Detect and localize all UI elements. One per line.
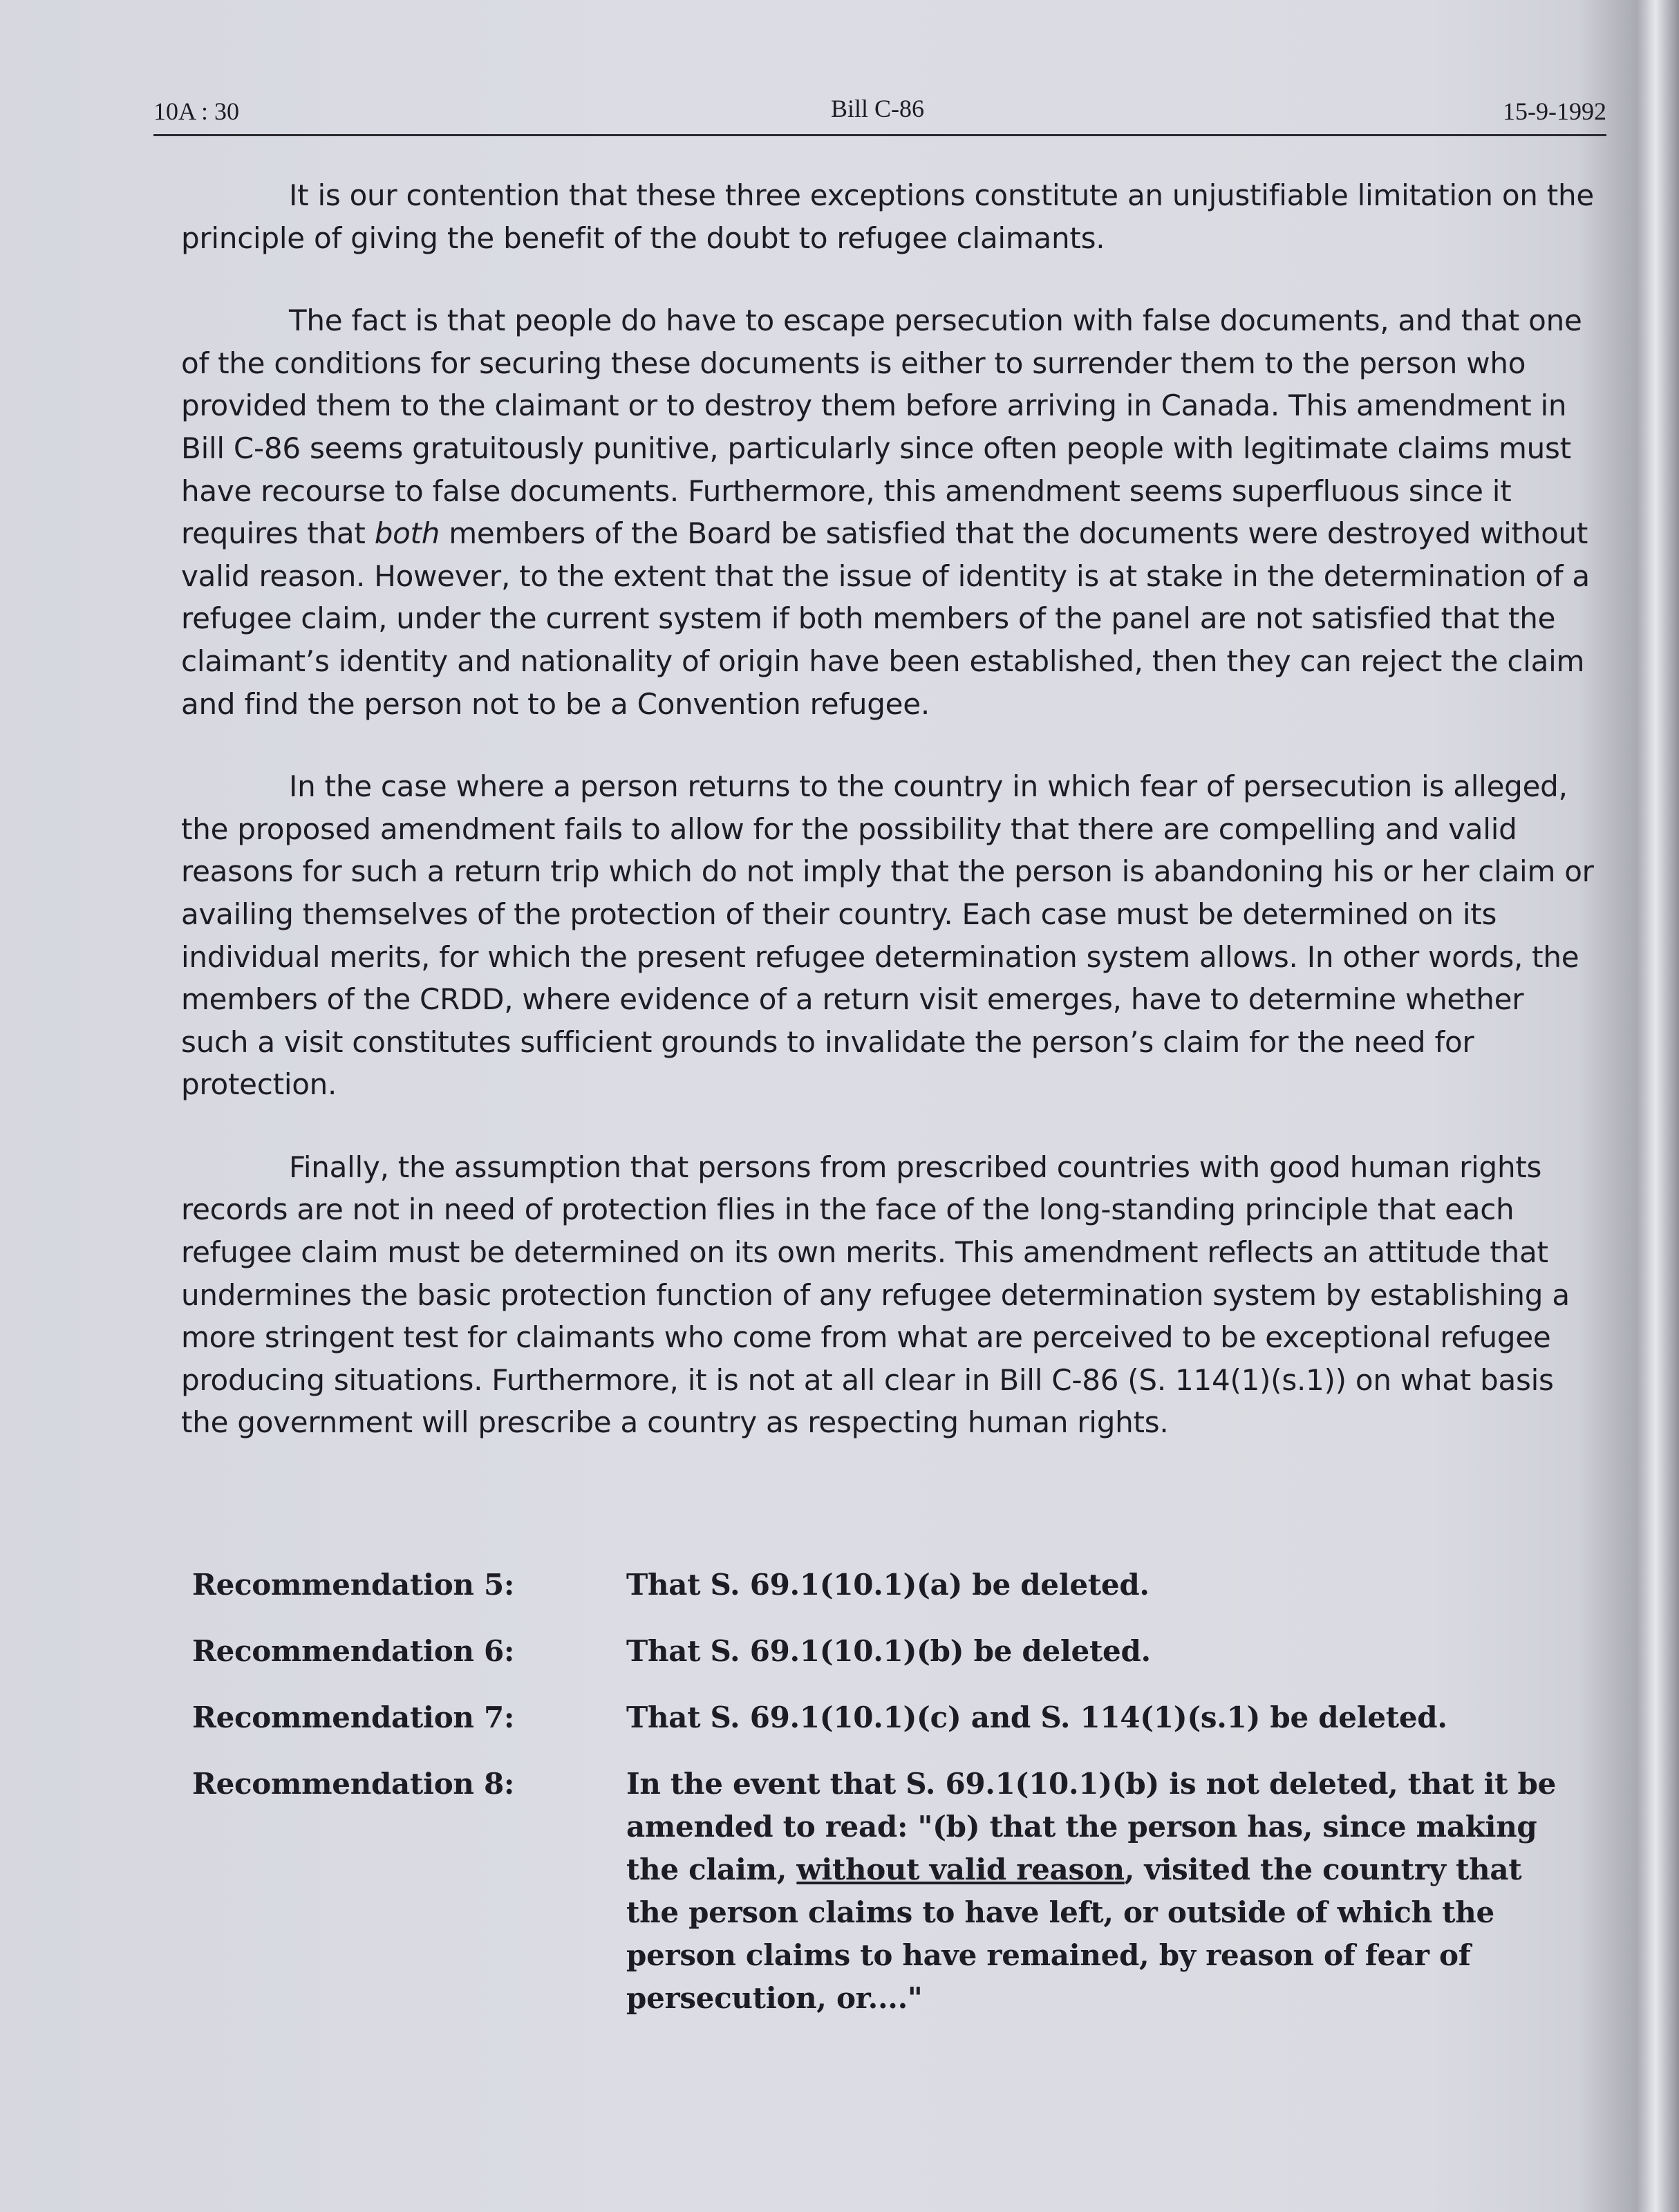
recommendation-label: Recommendation 7: <box>192 1700 515 1734</box>
recommendation-text <box>626 1763 1580 2020</box>
recommendation-label: Recommendation 8: <box>192 1767 515 1801</box>
paragraph-false-documents <box>181 299 1598 725</box>
recommendation-text: That S. 69.1(10.1)(b) be deleted. <box>626 1634 1151 1668</box>
page-header <box>153 97 1606 136</box>
recommendation-item <box>192 1630 1602 1673</box>
recommendations-list <box>192 1564 1602 2043</box>
recommendation-text-part: In the event that S. 69.1(10.1)(b) is not deleted, that it be amended to read: "(b) that the person has, since making the claim, <box>626 1767 1557 1886</box>
underlined-phrase: without valid reason <box>796 1853 1125 1886</box>
recommendation-text: That S. 69.1(10.1)(c) and S. 114(1)(s.1) be deleted. <box>626 1700 1447 1734</box>
body-text <box>181 174 1598 1484</box>
recommendation-text-part: , visited the country that the person claims to have left, or outside of which the person claims to have remained, by reason of fear of persecution, or...." <box>626 1853 1522 2015</box>
recommendation-item <box>192 1564 1602 1606</box>
paragraph-text: The fact is that people do have to escape persecution with false documents, and that one of the conditions for securing these documents is either to surrender them to the person who provided them to the claimant or to destroy them before arriving in Canada. This amendment in Bill C-86 seems gratuitously punitive, particularly since often people with legitimate claims must have recourse to false documents. Furthermore, this amendment seems superfluous since it requires that <box>181 303 1582 551</box>
header-date: 15-9-1992 <box>1503 97 1606 125</box>
paragraph-prescribed-countries: Finally, the assumption that persons from prescribed countries with good human rights records are not in need of protection flies in the face of the long-standing principle that each refugee claim must be determined on its own merits. This amendment reflects an attitude that undermines the basic protection function of any refugee determination system by establishing a more stringent test for claimants who come from what are perceived to be exceptional refugee producing situations. Furthermore, it is not at all clear in Bill C-86 (S. 114(1)(s.1)) on what basis the government will prescribe a country as respecting human rights. <box>181 1150 1570 1440</box>
paragraph-text: members of the Board be satisfied that the documents were destroyed without valid reason. However, to the extent that the issue of identity is at stake in the determination of a refugee claim, under the current system if both members of the panel are not satisfied that the claimant’s identity and nationality of origin have been established, then they can reject the claim and find the person not to be a Convention refugee. <box>181 516 1590 721</box>
recommendation-item <box>192 1696 1602 1739</box>
emphasis-text: both <box>374 516 440 551</box>
recommendation-label: Recommendation 6: <box>192 1634 515 1668</box>
paragraph-contention: It is our contention that these three exceptions constitute an unjustifiable limitation on the principle of giving the benefit of the doubt to refugee claimants. <box>181 178 1594 255</box>
paragraph-return-trip: In the case where a person returns to the country in which fear of persecution is alleged, the proposed amendment fails to allow for the possibility that there are compelling and valid reasons for such a return trip which do not imply that the person is abandoning his or her claim or availing themselves of the protection of their country. Each case must be determined on its individual merits, for which the present refugee determination system allows. In other words, the members of the CRDD, where evidence of a return visit emerges, have to determine whether such a visit constitutes sufficient grounds to invalidate the person’s claim for the need for protection. <box>181 769 1594 1102</box>
page-reference: 10A : 30 <box>153 97 240 125</box>
bill-title: Bill C-86 <box>831 95 925 122</box>
recommendation-text: That S. 69.1(10.1)(a) be deleted. <box>626 1568 1150 1602</box>
recommendation-label: Recommendation 5: <box>192 1568 515 1602</box>
recommendation-item <box>192 1763 1602 2020</box>
